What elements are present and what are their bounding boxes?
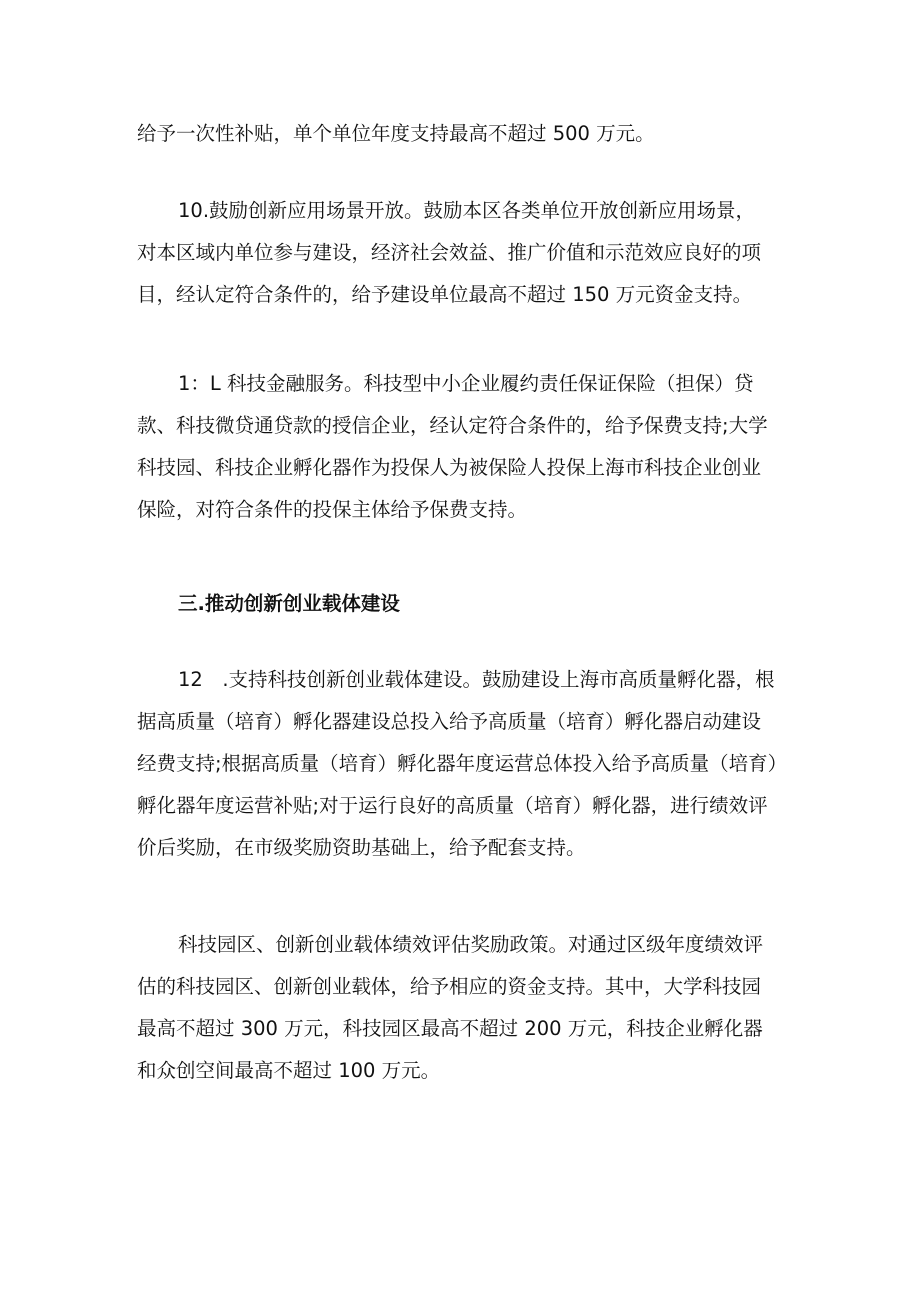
text-line: 目，经认定符合条件的，给予建设单位最高不超过 150 万元资金支持。 xyxy=(137,283,753,306)
paragraph-park-evaluation xyxy=(137,924,787,1092)
paragraph-subsidy-tail xyxy=(137,113,787,155)
text-line: 孵化器年度运营补贴;对于运行良好的高质量（培育）孵化器，进行绩效评 xyxy=(137,794,768,817)
text-line: 款、科技微贷通贷款的授信企业，经认定符合条件的，给予保费支持;大学 xyxy=(137,414,768,437)
paragraph-item-11 xyxy=(137,363,787,531)
heading-text: 三.推动创新创业载体建设 xyxy=(178,592,400,615)
text-line: 和众创空间最高不超过 100 万元。 xyxy=(137,1059,441,1082)
text-line: 10.鼓励创新应用场景开放。鼓励本区各类单位开放创新应用场景， xyxy=(178,199,756,222)
text-line: 经费支持;根据高质量（培育）孵化器年度运营总体投入给予高质量（培育） xyxy=(137,752,788,775)
text-line: 据高质量（培育）孵化器建设总投入给予高质量（培育）孵化器启动建设 xyxy=(137,710,762,733)
text-line: 科技园、科技企业孵化器作为投保人为被保险人投保上海市科技企业创业 xyxy=(137,456,762,479)
text-line: 最高不超过 300 万元，科技园区最高不超过 200 万元，科技企业孵化器 xyxy=(137,1017,763,1040)
text-line: 保险，对符合条件的投保主体给予保费支持。 xyxy=(137,498,528,521)
text-line: 1：L 科技金融服务。科技型中小企业履约责任保证保险（担保）贷 xyxy=(178,372,754,395)
text-line: 估的科技园区、创新创业载体，给予相应的资金支持。其中，大学科技园 xyxy=(137,975,762,998)
text-line: 科技园区、创新创业载体绩效评估奖励政策。对通过区级年度绩效评 xyxy=(178,933,764,956)
text-line: 给予一次性补贴，单个单位年度支持最高不超过 500 万元。 xyxy=(137,122,655,145)
paragraph-item-12 xyxy=(137,659,787,869)
text-line: 对本区域内单位参与建设，经济社会效益、推广价值和示范效应良好的项 xyxy=(137,241,762,264)
text-line: 12 .支持科技创新创业载体建设。鼓励建设上海市高质量孵化器，根 xyxy=(178,668,775,691)
paragraph-item-10 xyxy=(137,190,787,316)
text-line: 价后奖励，在市级奖励资助基础上，给予配套支持。 xyxy=(137,836,586,859)
section-heading-3 xyxy=(137,583,787,625)
